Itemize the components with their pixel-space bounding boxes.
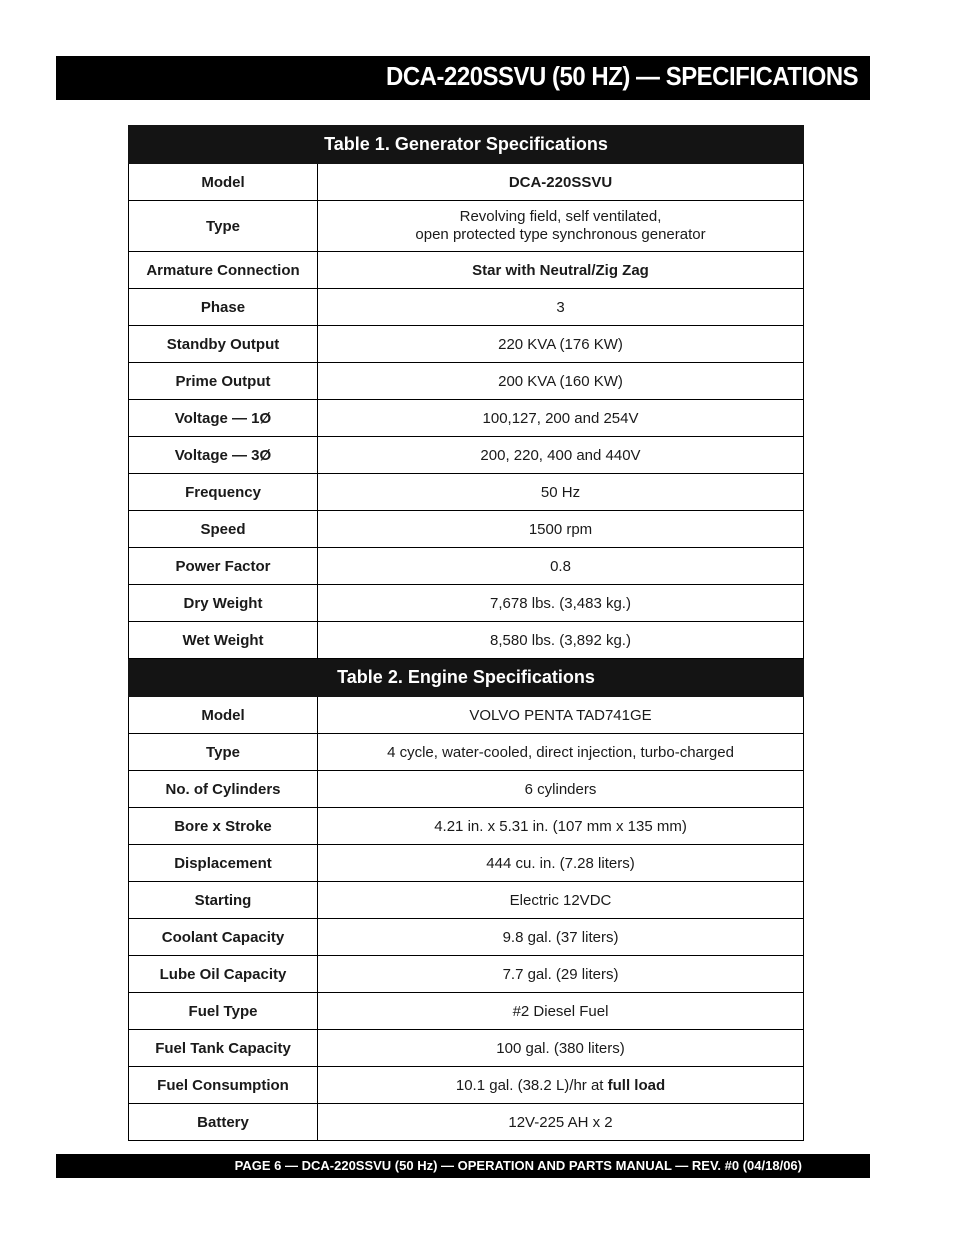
spec-value: 200 KVA (160 KW) [318,363,804,400]
table-row [129,956,804,993]
spec-value: Star with Neutral/Zig Zag [318,252,804,289]
spec-label: Dry Weight [129,585,318,622]
table-row [129,474,804,511]
table-row [129,326,804,363]
table-row [129,164,804,201]
spec-label: Speed [129,511,318,548]
spec-value: 444 cu. in. (7.28 liters) [318,845,804,882]
spec-value: 7.7 gal. (29 liters) [318,956,804,993]
spec-value: 100,127, 200 and 254V [318,400,804,437]
table-row [129,363,804,400]
generator-table-heading: Table 1. Generator Specifications [129,126,804,164]
spec-label: Fuel Tank Capacity [129,1030,318,1067]
table-row [129,585,804,622]
spec-value: 9.8 gal. (37 liters) [318,919,804,956]
table-row [129,734,804,771]
table-row [129,697,804,734]
spec-value: 1500 rpm [318,511,804,548]
spec-value: 200, 220, 400 and 440V [318,437,804,474]
spec-label: Wet Weight [129,622,318,659]
page-title: DCA-220SSVU (50 HZ) — SPECIFICATIONS [385,61,858,91]
spec-value: 6 cylinders [318,771,804,808]
spec-value [318,201,804,252]
spec-label: Model [129,697,318,734]
engine-table-heading: Table 2. Engine Specifications [129,659,804,697]
page-footer: PAGE 6 — DCA-220SSVU (50 Hz) — OPERATION AND PARTS MANUAL — REV. #0 (04/18/06) [234,1158,802,1173]
spec-value: DCA-220SSVU [318,164,804,201]
spec-label: Coolant Capacity [129,919,318,956]
table-row [129,808,804,845]
spec-label: Armature Connection [129,252,318,289]
spec-value-emphasis: full load [607,1076,666,1094]
spec-label: Fuel Type [129,993,318,1030]
table-row [129,882,804,919]
spec-value: 7,678 lbs. (3,483 kg.) [318,585,804,622]
spec-value: 100 gal. (380 liters) [318,1030,804,1067]
spec-label: Fuel Consumption [129,1067,318,1104]
table-row [129,548,804,585]
spec-value-line: open protected type synchronous generator [415,226,706,243]
specifications-table [128,125,804,1141]
spec-label: Power Factor [129,548,318,585]
spec-value-line: Revolving field, self ventilated, [459,208,662,225]
spec-value: 8,580 lbs. (3,892 kg.) [318,622,804,659]
table-row [129,511,804,548]
table-row [129,1104,804,1141]
spec-label: Lube Oil Capacity [129,956,318,993]
table-row [129,993,804,1030]
spec-label: Voltage — 3Ø [129,437,318,474]
table-row [129,919,804,956]
table-row [129,845,804,882]
table-row [129,289,804,326]
spec-value: 12V-225 AH x 2 [318,1104,804,1141]
spec-label: Bore x Stroke [129,808,318,845]
spec-value: 3 [318,289,804,326]
spec-value [318,1067,804,1104]
spec-value: Electric 12VDC [318,882,804,919]
table-row [129,1067,804,1104]
table-row [129,252,804,289]
table-row [129,771,804,808]
spec-label: Model [129,164,318,201]
table-row [129,622,804,659]
spec-value: 50 Hz [318,474,804,511]
spec-value-text: 10.1 gal. (38.2 L)/hr at [455,1076,604,1094]
table-row [129,437,804,474]
spec-label: Voltage — 1Ø [129,400,318,437]
spec-value: 220 KVA (176 KW) [318,326,804,363]
page-footer-bar [56,1154,870,1178]
spec-label: Starting [129,882,318,919]
spec-label: Battery [129,1104,318,1141]
spec-label: Type [129,201,318,252]
spec-label: Standby Output [129,326,318,363]
page-title-bar [56,56,870,100]
spec-label: Phase [129,289,318,326]
spec-label: Frequency [129,474,318,511]
spec-value: VOLVO PENTA TAD741GE [318,697,804,734]
table-row [129,1030,804,1067]
engine-table-heading-row [129,659,804,697]
spec-label: No. of Cylinders [129,771,318,808]
table-row [129,400,804,437]
spec-value: 4.21 in. x 5.31 in. (107 mm x 135 mm) [318,808,804,845]
table-row [129,201,804,252]
spec-value: #2 Diesel Fuel [318,993,804,1030]
spec-label: Displacement [129,845,318,882]
spec-value: 0.8 [318,548,804,585]
spec-label: Type [129,734,318,771]
spec-value: 4 cycle, water-cooled, direct injection, turbo-charged [318,734,804,771]
spec-label: Prime Output [129,363,318,400]
generator-table-heading-row [129,126,804,164]
